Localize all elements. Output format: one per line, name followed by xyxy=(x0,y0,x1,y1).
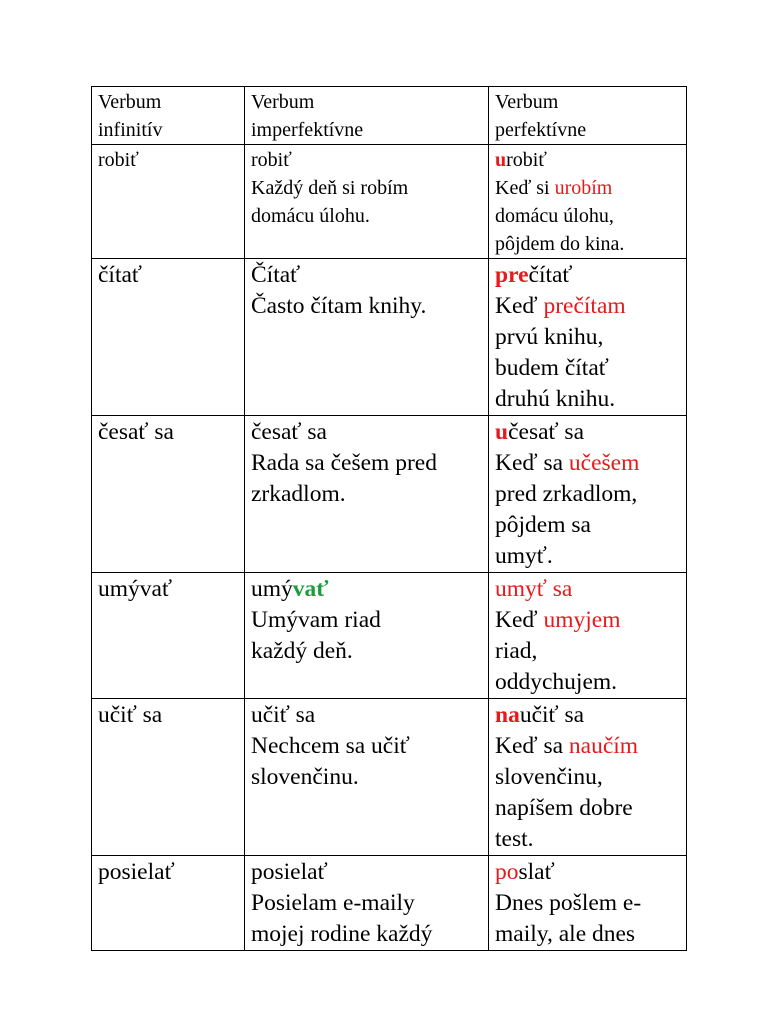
infinitive-cell: učiť sa xyxy=(92,699,245,856)
infinitive-cell: posielať xyxy=(92,856,245,951)
highlighted-verb: učešem xyxy=(568,450,640,476)
perfective-prefix: u xyxy=(495,419,509,445)
perfective-cell: naučiť sa Keď sa naučím slovenčinu, napíšem dobre test. xyxy=(489,699,687,856)
imperfective-cell: Čítať Často čítam knihy. xyxy=(245,259,489,416)
imperfective-cell: česať sa Rada sa češem pred zrkadlom. xyxy=(245,416,489,573)
imperfective-cell: robiť Každý deň si robím domácu úlohu. xyxy=(245,145,489,259)
table-row xyxy=(92,145,687,259)
imperfective-cell: učiť sa Nechcem sa učiť slovenčinu. xyxy=(245,699,489,856)
perfective-cell: umyť sa Keď umyjem riad, oddychujem. xyxy=(489,573,687,699)
highlighted-verb: umyjem xyxy=(543,607,621,633)
infinitive-cell: robiť xyxy=(92,145,245,259)
perfective-prefix: na xyxy=(495,702,520,728)
perfective-cell: poslať Dnes pošlem e- maily, ale dnes xyxy=(489,856,687,951)
highlighted-suffix: vať xyxy=(292,576,329,602)
table-row xyxy=(92,259,687,416)
infinitive-cell: čítať xyxy=(92,259,245,416)
header-infinitive: Verbum infinitív xyxy=(92,87,245,145)
table-row xyxy=(92,416,687,573)
infinitive-cell: umývať xyxy=(92,573,245,699)
table-row xyxy=(92,573,687,699)
header-imperfective: Verbum imperfektívne xyxy=(245,87,489,145)
highlighted-verb: naučím xyxy=(568,733,639,759)
perfective-cell: učesať sa Keď sa učešem pred zrkadlom, pôjdem sa umyť. xyxy=(489,416,687,573)
infinitive-cell: česať sa xyxy=(92,416,245,573)
table-header-row xyxy=(92,87,687,145)
imperfective-cell: umývať Umývam riad každý deň. xyxy=(245,573,489,699)
perfective-prefix: po xyxy=(495,859,519,885)
highlighted-verb: urobím xyxy=(554,177,613,199)
perfective-cell: urobiť Keď si urobím domácu úlohu, pôjdem do kina. xyxy=(489,145,687,259)
perfective-cell: prečítať Keď prečítam prvú knihu, budem čítať druhú knihu. xyxy=(489,259,687,416)
table-row xyxy=(92,699,687,856)
table-row xyxy=(92,856,687,951)
perfective-prefix: u xyxy=(495,149,507,171)
verb-aspect-table xyxy=(91,86,687,951)
header-perfective: Verbum perfektívne xyxy=(489,87,687,145)
highlighted-verb: prečítam xyxy=(543,293,626,319)
perfective-prefix: pre xyxy=(495,262,529,288)
imperfective-cell: posielať Posielam e-maily mojej rodine každý xyxy=(245,856,489,951)
perfective-verb: umyť sa xyxy=(495,576,573,602)
